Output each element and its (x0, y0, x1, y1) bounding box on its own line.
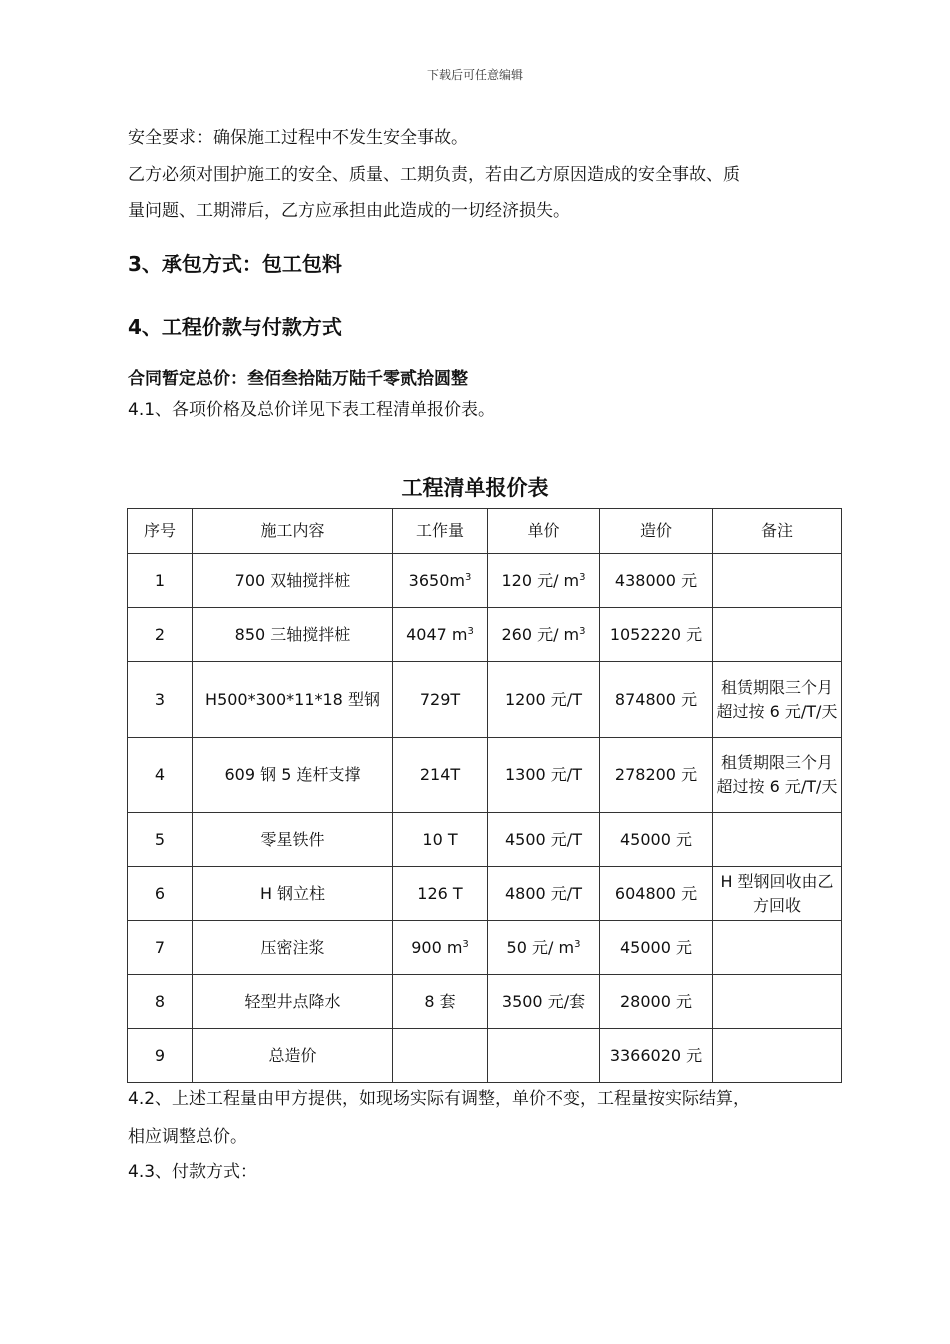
cell-note (713, 813, 842, 867)
table-row (128, 608, 842, 662)
cell-content: 850 三轴搅拌桩 (193, 608, 393, 662)
cell-qty: $3650m^3$ (393, 554, 488, 608)
page-header: 下载后可任意编辑 (426, 68, 523, 82)
heading-contract-method: 3、承包方式：包工包料 (128, 252, 342, 276)
cell-unit-price: 1300 元/T (488, 738, 600, 813)
table-header-row (128, 509, 842, 554)
cell-note (713, 608, 842, 662)
safety-requirement: 安全要求：确保施工过程中不发生安全事故。 (128, 128, 468, 148)
cell-unit-price: 120 元/ $m^3$ (488, 554, 600, 608)
header-cost: 造价 (600, 509, 713, 554)
cell-content: 609 钢 5 连杆支撑 (193, 738, 393, 813)
table-row (128, 975, 842, 1029)
responsibility-line-1: 乙方必须对围护施工的安全、质量、工期负责，若由乙方原因造成的安全事故、质 (128, 165, 740, 185)
cell-cost: 874800 元 (600, 662, 713, 738)
cell-no: 4 (128, 738, 193, 813)
cell-no: 5 (128, 813, 193, 867)
cell-qty: 214T (393, 738, 488, 813)
cell-no: 3 (128, 662, 193, 738)
cell-no: 2 (128, 608, 193, 662)
cell-unit-price: 260 元/ $m^3$ (488, 608, 600, 662)
clause-4-2-line-2: 相应调整总价。 (128, 1127, 247, 1147)
cell-cost: 45000 元 (600, 813, 713, 867)
cell-qty: 126 T (393, 867, 488, 921)
table-row (128, 813, 842, 867)
cell-qty: 900 $m^3$ (393, 921, 488, 975)
cell-qty: 8 套 (393, 975, 488, 1029)
table-caption: 工程清单报价表 (401, 476, 549, 500)
cell-cost: 604800 元 (600, 867, 713, 921)
cell-cost: 45000 元 (600, 921, 713, 975)
cell-unit-price: 1200 元/T (488, 662, 600, 738)
quotation-table (127, 508, 842, 1083)
cell-unit-price: 4500 元/T (488, 813, 600, 867)
header-qty: 工作量 (393, 509, 488, 554)
cell-note: 租赁期限三个月超过按 6 元/T/天 (713, 738, 842, 813)
cell-no: 9 (128, 1029, 193, 1083)
table-row (128, 738, 842, 813)
cell-cost: 438000 元 (600, 554, 713, 608)
cell-qty (393, 1029, 488, 1083)
cell-note (713, 975, 842, 1029)
clause-4-2-line-1: 4.2、上述工程量由甲方提供，如现场实际有调整，单价不变，工程量按实际结算， (128, 1089, 751, 1109)
cell-content: H500*300*11*18 型钢 (193, 662, 393, 738)
header-note: 备注 (713, 509, 842, 554)
table-row (128, 867, 842, 921)
cell-no: 7 (128, 921, 193, 975)
cell-note: H 型钢回收由乙方回收 (713, 867, 842, 921)
cell-note (713, 554, 842, 608)
cell-cost: 1052220 元 (600, 608, 713, 662)
cell-qty: 4047 $m^3$ (393, 608, 488, 662)
cell-note: 租赁期限三个月超过按 6 元/T/天 (713, 662, 842, 738)
cell-no: 8 (128, 975, 193, 1029)
cell-content: 轻型井点降水 (193, 975, 393, 1029)
cubic-superscript: 3 (579, 571, 586, 583)
cubic-superscript: 3 (574, 938, 581, 950)
table-row (128, 921, 842, 975)
header-content: 施工内容 (193, 509, 393, 554)
header-unit-price: 单价 (488, 509, 600, 554)
cell-qty: 10 T (393, 813, 488, 867)
cell-cost: 28000 元 (600, 975, 713, 1029)
cell-no: 1 (128, 554, 193, 608)
cell-content: 压密注浆 (193, 921, 393, 975)
cubic-superscript: 3 (462, 938, 469, 950)
cell-content: 总造价 (193, 1029, 393, 1083)
cubic-superscript: 3 (579, 625, 586, 637)
cell-unit-price: 3500 元/套 (488, 975, 600, 1029)
cell-note (713, 1029, 842, 1083)
cell-no: 6 (128, 867, 193, 921)
cell-unit-price: 50 元/ $m^3$ (488, 921, 600, 975)
heading-price-payment: 4、工程价款与付款方式 (128, 315, 342, 339)
clause-4-1: 4.1、各项价格及总价详见下表工程清单报价表。 (128, 400, 496, 420)
cell-qty: 729T (393, 662, 488, 738)
header-no: 序号 (128, 509, 193, 554)
responsibility-line-2: 量问题、工期滞后，乙方应承担由此造成的一切经济损失。 (128, 201, 570, 221)
cell-content: 零星铁件 (193, 813, 393, 867)
cell-note (713, 921, 842, 975)
cell-content: 700 双轴搅拌桩 (193, 554, 393, 608)
cell-cost: 278200 元 (600, 738, 713, 813)
table-row (128, 1029, 842, 1083)
cubic-superscript: 3 (464, 571, 472, 583)
cell-cost: 3366020 元 (600, 1029, 713, 1083)
cell-content: H 钢立柱 (193, 867, 393, 921)
table-row (128, 554, 842, 608)
clause-4-3: 4.3、付款方式： (128, 1162, 258, 1182)
cell-unit-price: 4800 元/T (488, 867, 600, 921)
table-row (128, 662, 842, 738)
cell-unit-price (488, 1029, 600, 1083)
contract-total: 合同暂定总价：叁佰叁拾陆万陆千零贰拾圆整 (128, 369, 468, 389)
cubic-superscript: 3 (467, 625, 474, 637)
